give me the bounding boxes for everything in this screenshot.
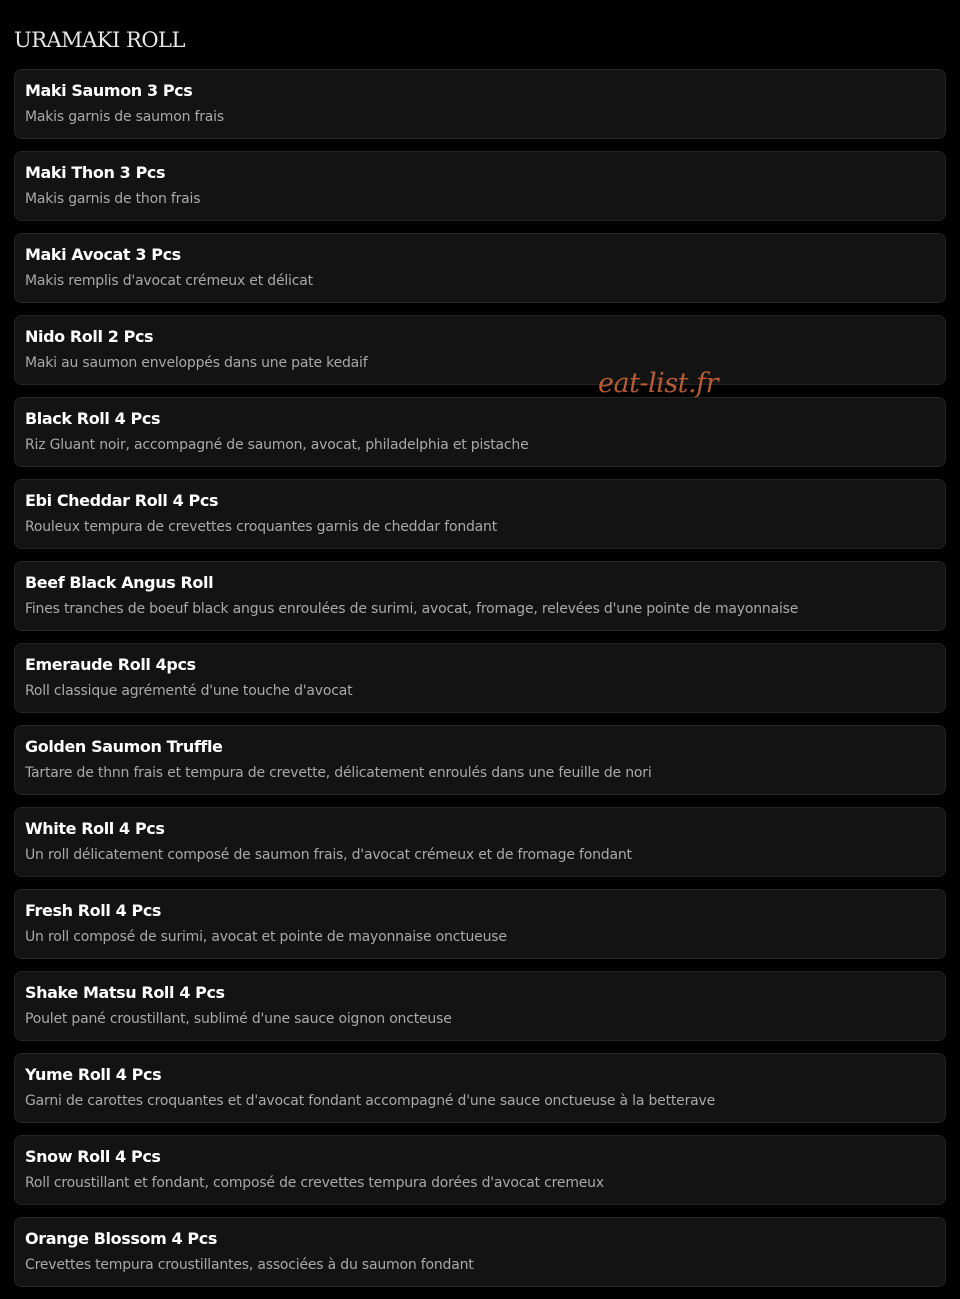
menu-list xyxy=(14,69,946,1299)
item-name: Nido Roll 2 Pcs xyxy=(25,327,154,346)
menu-item[interactable] xyxy=(14,479,946,549)
menu-item[interactable] xyxy=(14,561,946,631)
menu-item[interactable] xyxy=(14,233,946,303)
section-title: URAMAKI ROLL xyxy=(14,28,185,52)
item-description: Makis garnis de thon frais xyxy=(25,191,201,207)
menu-item[interactable] xyxy=(14,397,946,467)
item-name: Fresh Roll 4 Pcs xyxy=(25,901,162,920)
item-description: Crevettes tempura croustillantes, associées à du saumon fondant xyxy=(25,1257,474,1273)
menu-item[interactable] xyxy=(14,725,946,795)
item-description: Un roll délicatement composé de saumon frais, d'avocat crémeux et de fromage fondant xyxy=(25,847,632,863)
menu-item[interactable] xyxy=(14,1053,946,1123)
item-name: Snow Roll 4 Pcs xyxy=(25,1147,161,1166)
menu-item[interactable] xyxy=(14,151,946,221)
item-name: Maki Thon 3 Pcs xyxy=(25,163,166,182)
item-description: Makis garnis de saumon frais xyxy=(25,109,224,125)
item-description: Rouleux tempura de crevettes croquantes garnis de cheddar fondant xyxy=(25,519,498,535)
menu-item[interactable] xyxy=(14,971,946,1041)
menu-item[interactable] xyxy=(14,889,946,959)
item-description: Maki au saumon enveloppés dans une pate kedaif xyxy=(25,355,368,371)
item-name: Golden Saumon Truffle xyxy=(25,737,223,756)
item-description: Riz Gluant noir, accompagné de saumon, avocat, philadelphia et pistache xyxy=(25,437,529,453)
menu-item[interactable] xyxy=(14,69,946,139)
menu-item[interactable] xyxy=(14,1135,946,1205)
menu-item[interactable] xyxy=(14,643,946,713)
item-description: Roll classique agrémenté d'une touche d'avocat xyxy=(25,683,353,699)
item-description: Poulet pané croustillant, sublimé d'une sauce oignon oncteuse xyxy=(25,1011,452,1027)
watermark-text: eat-list.fr xyxy=(598,368,719,399)
item-name: Ebi Cheddar Roll 4 Pcs xyxy=(25,491,219,510)
item-name: Emeraude Roll 4pcs xyxy=(25,655,196,674)
item-description: Garni de carottes croquantes et d'avocat fondant accompagné d'une sauce onctueuse à la betterave xyxy=(25,1093,716,1109)
item-name: Maki Avocat 3 Pcs xyxy=(25,245,181,264)
item-name: Maki Saumon 3 Pcs xyxy=(25,81,193,100)
item-description: Roll croustillant et fondant, composé de crevettes tempura dorées d'avocat cremeux xyxy=(25,1175,604,1191)
item-description: Un roll composé de surimi, avocat et pointe de mayonnaise onctueuse xyxy=(25,929,507,945)
menu-item[interactable] xyxy=(14,807,946,877)
item-name: Orange Blossom 4 Pcs xyxy=(25,1229,217,1248)
item-description: Tartare de thnn frais et tempura de crevette, délicatement enroulés dans une feuille de nori xyxy=(25,765,652,781)
item-name: Yume Roll 4 Pcs xyxy=(25,1065,162,1084)
item-name: Beef Black Angus Roll xyxy=(25,573,214,592)
item-name: Shake Matsu Roll 4 Pcs xyxy=(25,983,225,1002)
item-name: White Roll 4 Pcs xyxy=(25,819,165,838)
menu-item[interactable] xyxy=(14,315,946,385)
menu-item[interactable] xyxy=(14,1217,946,1287)
item-name: Black Roll 4 Pcs xyxy=(25,409,161,428)
item-description: Fines tranches de boeuf black angus enroulées de surimi, avocat, fromage, relevées d'une pointe de mayonnaise xyxy=(25,601,799,617)
item-description: Makis remplis d'avocat crémeux et délicat xyxy=(25,273,313,289)
